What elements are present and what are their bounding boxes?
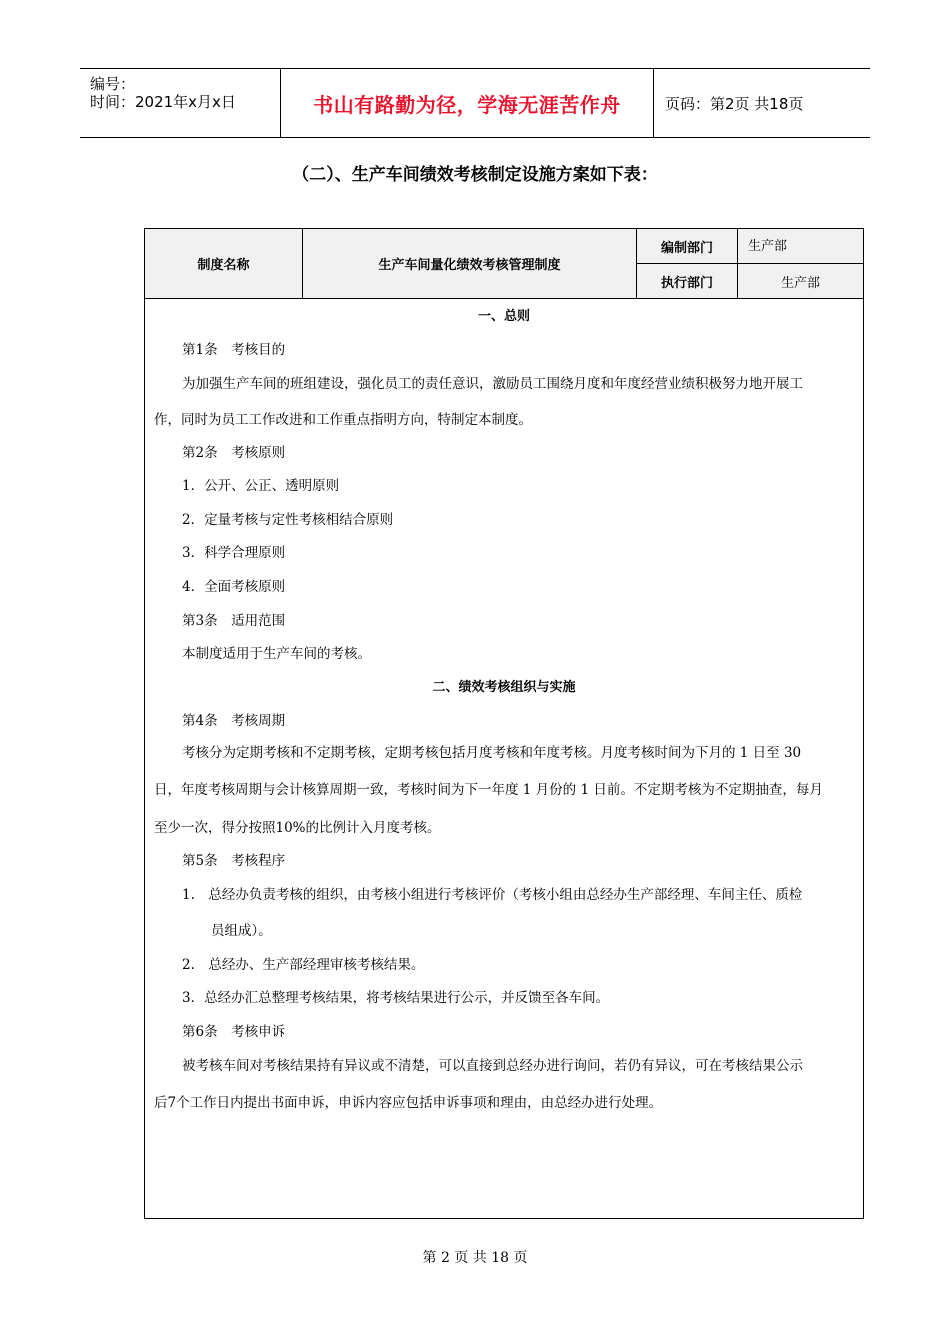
heading-organization: 二、绩效考核组织与实施 [432, 680, 576, 695]
motto: 书山有路勤为径，学海无涯苦作舟 [281, 69, 654, 137]
article-5-item-1b: 员组成）。 [211, 923, 272, 939]
time-label: 时间：2021年x月x日 [90, 93, 236, 111]
article-2-item-3: 3．科学合理原则 [182, 545, 286, 561]
article-2-item-2: 2．定量考核与定性考核相结合原则 [182, 512, 394, 528]
name-value: 生产车间量化绩效考核管理制度 [303, 229, 637, 299]
article-5-item-2: 2. 总经办、生产部经理审核考核结果。 [182, 957, 425, 973]
dept-value: 生产部 [738, 229, 863, 264]
header-meta [80, 69, 281, 137]
article-6-para-1: 被考核车间对考核结果持有异议或不清楚，可以直接到总经办进行询问，若仍有异议，可在考核结果公示 [182, 1058, 803, 1074]
article-1-title: 第1条 考核目的 [182, 342, 286, 358]
exec-label: 执行部门 [637, 264, 738, 299]
article-1-para-2: 作，同时为员工工作改进和工作重点指明方向，特制定本制度。 [154, 412, 532, 428]
article-5-item-3: 3．总经办汇总整理考核结果，将考核结果进行公示，并反馈至各车间。 [182, 990, 610, 1006]
article-6-title: 第6条 考核申诉 [182, 1024, 286, 1040]
document-header [80, 68, 870, 138]
article-1-para-1: 为加强生产车间的班组建设，强化员工的责任意识，激励员工围绕月度和年度经营业绩积极努力地开展工 [182, 376, 803, 392]
regulation-table [144, 228, 864, 1219]
article-4-para-1: 考核分为定期考核和不定期考核，定期考核包括月度考核和年度考核。月度考核时间为下月的 1 日至 30 [182, 745, 802, 761]
article-2-title: 第2条 考核原则 [182, 445, 286, 461]
article-3-title: 第3条 适用范围 [182, 613, 286, 629]
number-label: 编号： [90, 75, 136, 93]
article-3-para-1: 本制度适用于生产车间的考核。 [182, 646, 371, 662]
name-label: 制度名称 [145, 229, 303, 299]
article-6-para-2: 后7个工作日内提出书面申诉，申诉内容应包括申诉事项和理由，由总经办进行处理。 [154, 1095, 663, 1111]
article-2-item-4: 4．全面考核原则 [182, 579, 286, 595]
exec-value: 生产部 [738, 264, 863, 299]
article-5-item-1a: 1. 总经办负责考核的组织，由考核小组进行考核评价（考核小组由总经办生产部经理、车间主任、质检 [182, 887, 803, 903]
article-4-para-3: 至少一次，得分按照10%的比例计入月度考核。 [154, 820, 441, 836]
page-info: 页码：第2页 共18页 [665, 94, 804, 113]
section-title: （二）、生产车间绩效考核制定设施方案如下表： [292, 165, 658, 185]
heading-general: 一、总则 [477, 309, 530, 324]
page-footer: 第 2 页 共 18 页 [422, 1250, 528, 1266]
article-4-para-2: 日，年度考核周期与会计核算周期一致，考核时间为下一年度 1 月份的 1 日前。不定期考核为不定期抽查，每月 [154, 782, 823, 798]
article-4-title: 第4条 考核周期 [182, 713, 286, 729]
dept-label: 编制部门 [637, 229, 738, 264]
article-5-title: 第5条 考核程序 [182, 853, 286, 869]
article-2-item-1: 1．公开、公正、透明原则 [182, 478, 340, 494]
